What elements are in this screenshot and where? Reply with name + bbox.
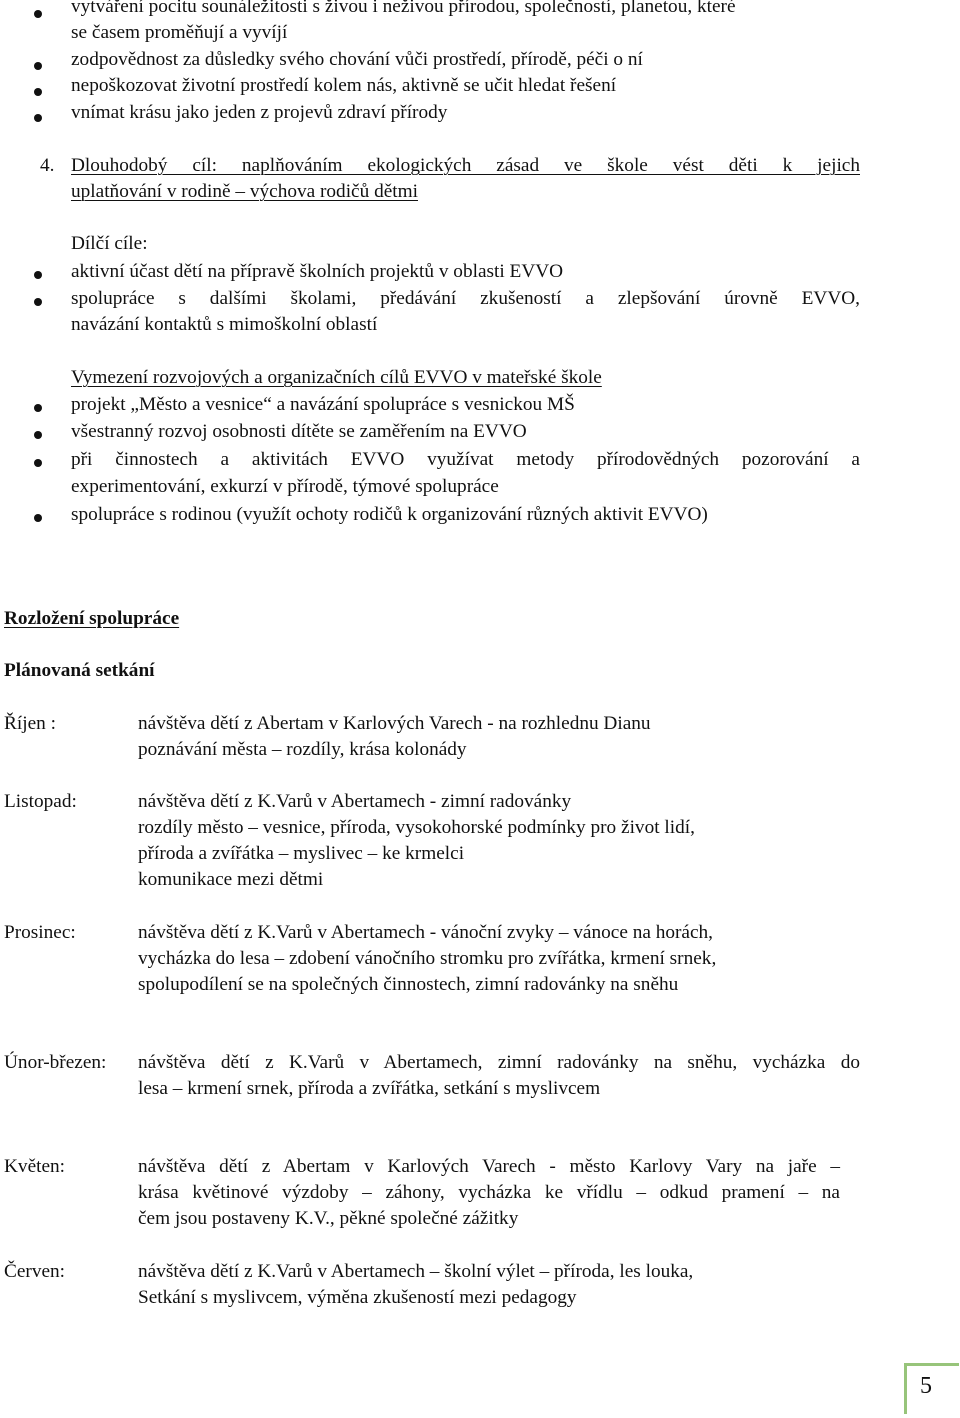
page-number: 5 — [920, 1373, 932, 1399]
bullet-icon — [34, 114, 42, 122]
list-item: navázání kontaktů s mimoškolní oblastí — [71, 314, 378, 335]
month-label: Prosinec: — [4, 922, 76, 943]
schedule-text: návštěva dětí z Abertam v Karlových Varech - na rozhlednu Dianu — [138, 713, 651, 734]
list-item: spolupráce s rodinou (využít ochoty rodičů k organizování různých aktivit EVVO) — [71, 504, 708, 525]
schedule-text: návštěva dětí z Abertam v Karlových Varech - město Karlovy Vary na jaře – — [138, 1156, 840, 1177]
bullet-icon — [34, 404, 42, 412]
list-item: aktivní účast dětí na přípravě školních projektů v oblasti EVVO — [71, 261, 564, 282]
month-label: Květen: — [4, 1156, 66, 1177]
partial-goals-heading: Dílčí cíle: — [71, 233, 148, 254]
bullet-icon — [34, 431, 42, 439]
bullet-icon — [34, 271, 42, 279]
goal-number: 4. — [40, 155, 55, 176]
list-item: vnímat krásu jako jeden z projevů zdraví přírody — [71, 102, 448, 123]
bullet-icon — [34, 10, 42, 18]
schedule-text: krása květinové výzdoby – záhony, vycházka ke vřídlu – odkud pramení – na — [138, 1182, 840, 1203]
schedule-text: návštěva dětí z K.Varů v Abertamech, zimní radovánky na sněhu, vycházka do — [138, 1052, 860, 1073]
list-item: spolupráce s dalšími školami, předávání zkušeností a zlepšování úrovně EVVO, — [71, 288, 860, 309]
bullet-icon — [34, 459, 42, 467]
schedule-text: návštěva dětí z K.Varů v Abertamech - vánoční zvyky – vánoce na horách, — [138, 922, 713, 943]
month-label: Červen: — [4, 1261, 66, 1282]
bullet-icon — [34, 298, 42, 306]
schedule-text: lesa – krmení srnek, příroda a zvířátka, setkání s myslivcem — [138, 1078, 601, 1099]
schedule-text: příroda a zvířátka – myslivec – ke krmelci — [138, 843, 465, 864]
goal-heading-line1: Dlouhodobý cíl: naplňováním ekologických zásad ve škole vést děti k jejich — [71, 155, 860, 176]
list-item: vytváření pocitu sounáležitosti s živou i neživou přírodou, společností, planetou, které — [71, 0, 736, 17]
schedule-text: Setkání s myslivcem, výměna zkušeností mezi pedagogy — [138, 1287, 577, 1308]
schedule-text: vycházka do lesa – zdobení vánočního stromku pro zvířátka, krmení srnek, — [138, 948, 717, 969]
list-item: nepoškozovat životní prostředí kolem nás, aktivně se učit hledat řešení — [71, 75, 617, 96]
list-item: se časem proměňují a vyvíjí — [71, 22, 288, 43]
bullet-icon — [34, 514, 42, 522]
section-heading: Rozložení spolupráce — [4, 608, 180, 629]
schedule-text: spolupodílení se na společných činnostech, zimní radovánky na sněhu — [138, 974, 679, 995]
schedule-text: komunikace mezi dětmi — [138, 869, 324, 890]
list-item: experimentování, exkurzí v přírodě, týmové spolupráce — [71, 476, 499, 497]
month-label: Únor-březen: — [4, 1052, 107, 1073]
goal-heading-line2: uplatňování v rodině – výchova rodičů dětmi — [71, 181, 418, 202]
schedule-text: rozdíly město – vesnice, příroda, vysokohorské podmínky pro život lidí, — [138, 817, 695, 838]
section-heading: Vymezení rozvojových a organizačních cílů EVVO v mateřské škole — [71, 367, 602, 388]
list-item: zodpovědnost za důsledky svého chování vůči prostředí, přírodě, péči o ní — [71, 49, 643, 70]
bullet-icon — [34, 62, 42, 70]
schedule-text: návštěva dětí z K.Varů v Abertamech - zimní radovánky — [138, 791, 572, 812]
schedule-text: čem jsou postaveny K.V., pěkné společné zážitky — [138, 1208, 519, 1229]
schedule-text: poznávání města – rozdíly, krása kolonády — [138, 739, 467, 760]
bullet-icon — [34, 88, 42, 96]
schedule-text: návštěva dětí z K.Varů v Abertamech – školní výlet – příroda, les louka, — [138, 1261, 694, 1282]
month-label: Listopad: — [4, 791, 77, 812]
list-item: všestranný rozvoj osobnosti dítěte se zaměřením na EVVO — [71, 421, 527, 442]
list-item: projekt „Město a vesnice“ a navázání spolupráce s vesnickou MŠ — [71, 394, 575, 415]
list-item: při činnostech a aktivitách EVVO využívat metody přírodovědných pozorování a — [71, 449, 860, 470]
subheading: Plánovaná setkání — [4, 660, 155, 681]
month-label: Říjen : — [4, 713, 56, 734]
